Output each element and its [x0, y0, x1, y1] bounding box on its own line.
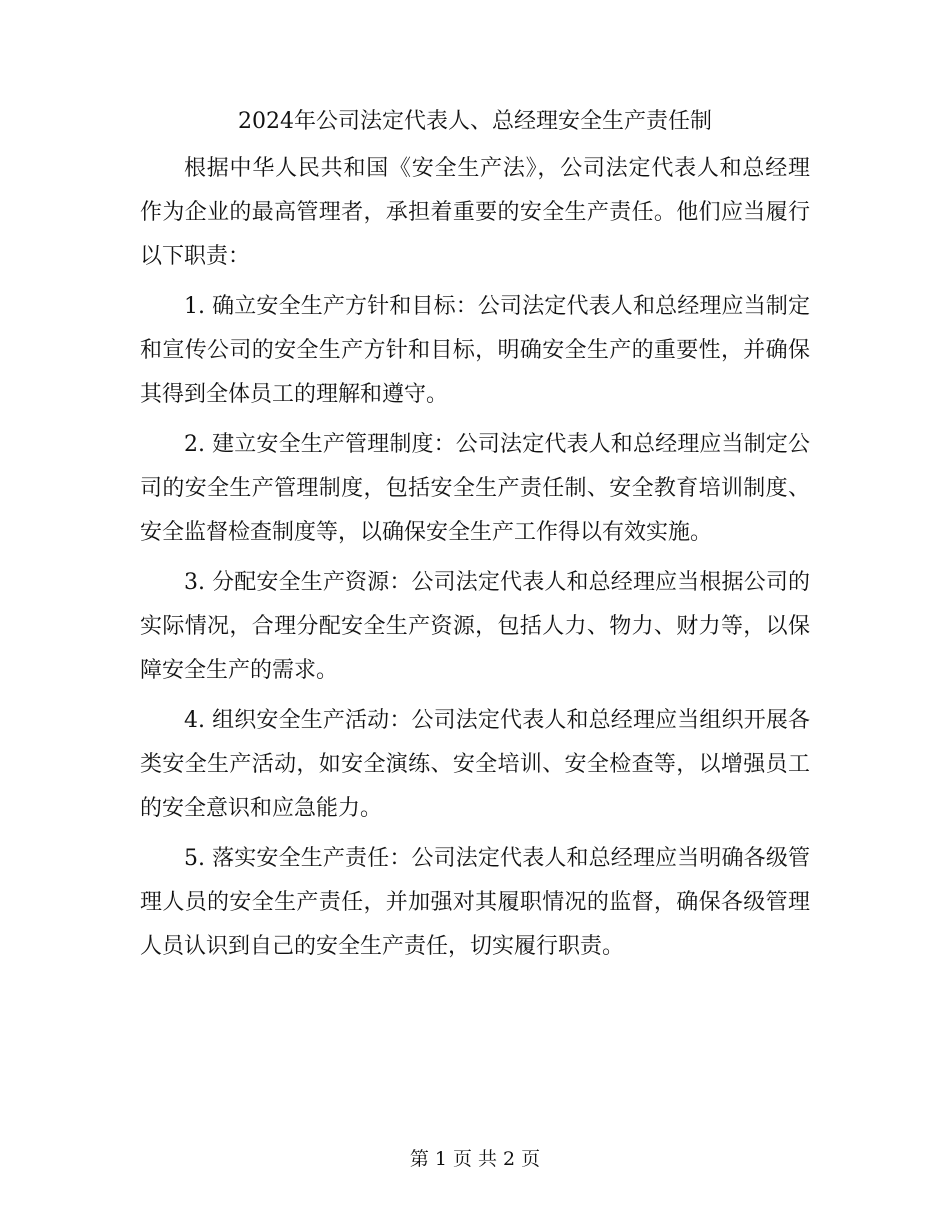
page-number-footer: 第 1 页 共 2 页: [409, 1148, 541, 1170]
clause-2-paragraph: 2. 建立安全生产管理制度：公司法定代表人和总经理应当制定公司的安全生产管理制度，包括安全生产责任制、安全教育培训制度、安全监督检查制度等，以确保安全生产工作得以有效实施。: [140, 432, 810, 545]
clause-1-paragraph: 1. 确立安全生产方针和目标：公司法定代表人和总经理应当制定和宣传公司的安全生产方针和目标，明确安全生产的重要性，并确保其得到全体员工的理解和遵守。: [140, 294, 810, 407]
page-title: 2024年公司法定代表人、总经理安全生产责任制: [238, 109, 712, 134]
clause-5-paragraph: 5. 落实安全生产责任：公司法定代表人和总经理应当明确各级管理人员的安全生产责任，并加强对其履职情况的监督，确保各级管理人员认识到自己的安全生产责任，切实履行职责。: [140, 846, 810, 959]
document-body: [140, 147, 810, 969]
clause-3-paragraph: 3. 分配安全生产资源：公司法定代表人和总经理应当根据公司的实际情况，合理分配安全生产资源，包括人力、物力、财力等，以保障安全生产的需求。: [140, 570, 810, 683]
clause-4-paragraph: 4. 组织安全生产活动：公司法定代表人和总经理应当组织开展各类安全生产活动，如安全演练、安全培训、安全检查等，以增强员工的安全意识和应急能力。: [140, 708, 810, 821]
intro-paragraph: 根据中华人民共和国《安全生产法》，公司法定代表人和总经理作为企业的最高管理者，承担着重要的安全生产责任。他们应当履行以下职责：: [140, 156, 810, 269]
